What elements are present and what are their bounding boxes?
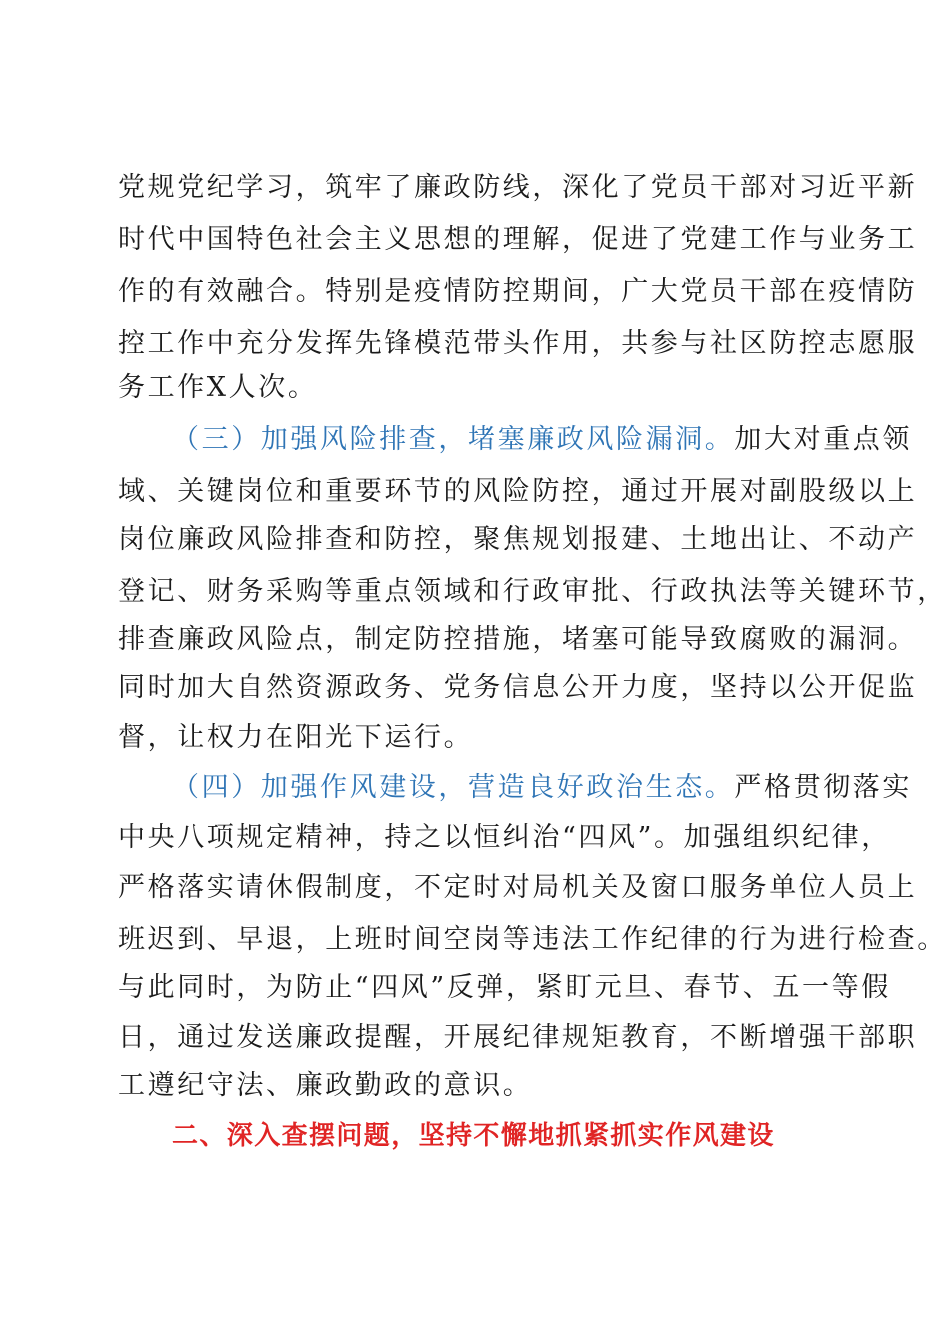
paragraph-line: 党规党纪学习，筑牢了廉政防线，深化了党员干部对习近平新 (118, 172, 918, 203)
paragraph-line: 务工作X人次。 (118, 372, 318, 403)
paragraph-line: 控工作中充分发挥先锋模范带头作用，共参与社区防控志愿服 (118, 328, 918, 359)
paragraph-line: 严格落实请休假制度，不定时对局机关及窗口服务单位人员上 (118, 872, 918, 903)
paragraph-line: 中央八项规定精神，持之以恒纠治“四风”。加强组织纪律， (118, 822, 891, 853)
section-4-first-line-text: 严格贯彻落实 (734, 772, 913, 803)
paragraph-line: 作的有效融合。特别是疫情防控期间，广大党员干部在疫情防 (118, 276, 918, 307)
paragraph-line: 与此同时，为防止“四风”反弹，紧盯元旦、春节、五一等假 (118, 972, 891, 1003)
paragraph-line: 排查廉政风险点，制定防控措施，堵塞可能导致腐败的漏洞。 (118, 624, 918, 655)
paragraph-line: 登记、财务采购等重点领域和行政审批、行政执法等关键环节， (118, 576, 947, 607)
section-4-first-line (172, 770, 912, 806)
paragraph-line: 班迟到、早退，上班时间空岗等违法工作纪律的行为进行检查。 (118, 924, 947, 955)
section-two-heading: 二、深入查摆问题，坚持不懈地抓紧抓实作风建设 (172, 1121, 775, 1151)
paragraph-line: 时代中国特色社会主义思想的理解，促进了党建工作与业务工 (118, 224, 918, 255)
paragraph-line: 工遵纪守法、廉政勤政的意识。 (118, 1070, 533, 1101)
paragraph-line: 同时加大自然资源政务、党务信息公开力度，坚持以公开促监 (118, 672, 918, 703)
paragraph-line: 日，通过发送廉政提醒，开展纪律规矩教育，不断增强干部职 (118, 1022, 918, 1053)
paragraph-line: 督，让权力在阳光下运行。 (118, 722, 474, 753)
paragraph-line: 域、关键岗位和重要环节的风险防控，通过开展对副股级以上 (118, 476, 918, 507)
section-3-heading: （三）加强风险排查，堵塞廉政风险漏洞。 (172, 424, 735, 455)
paragraph-line: 岗位廉政风险排查和防控，聚焦规划报建、土地出让、不动产 (118, 524, 918, 555)
section-3-first-line-text: 加大对重点领 (734, 424, 913, 455)
section-4-heading: （四）加强作风建设，营造良好政治生态。 (172, 772, 735, 803)
section-3-first-line (172, 422, 912, 458)
